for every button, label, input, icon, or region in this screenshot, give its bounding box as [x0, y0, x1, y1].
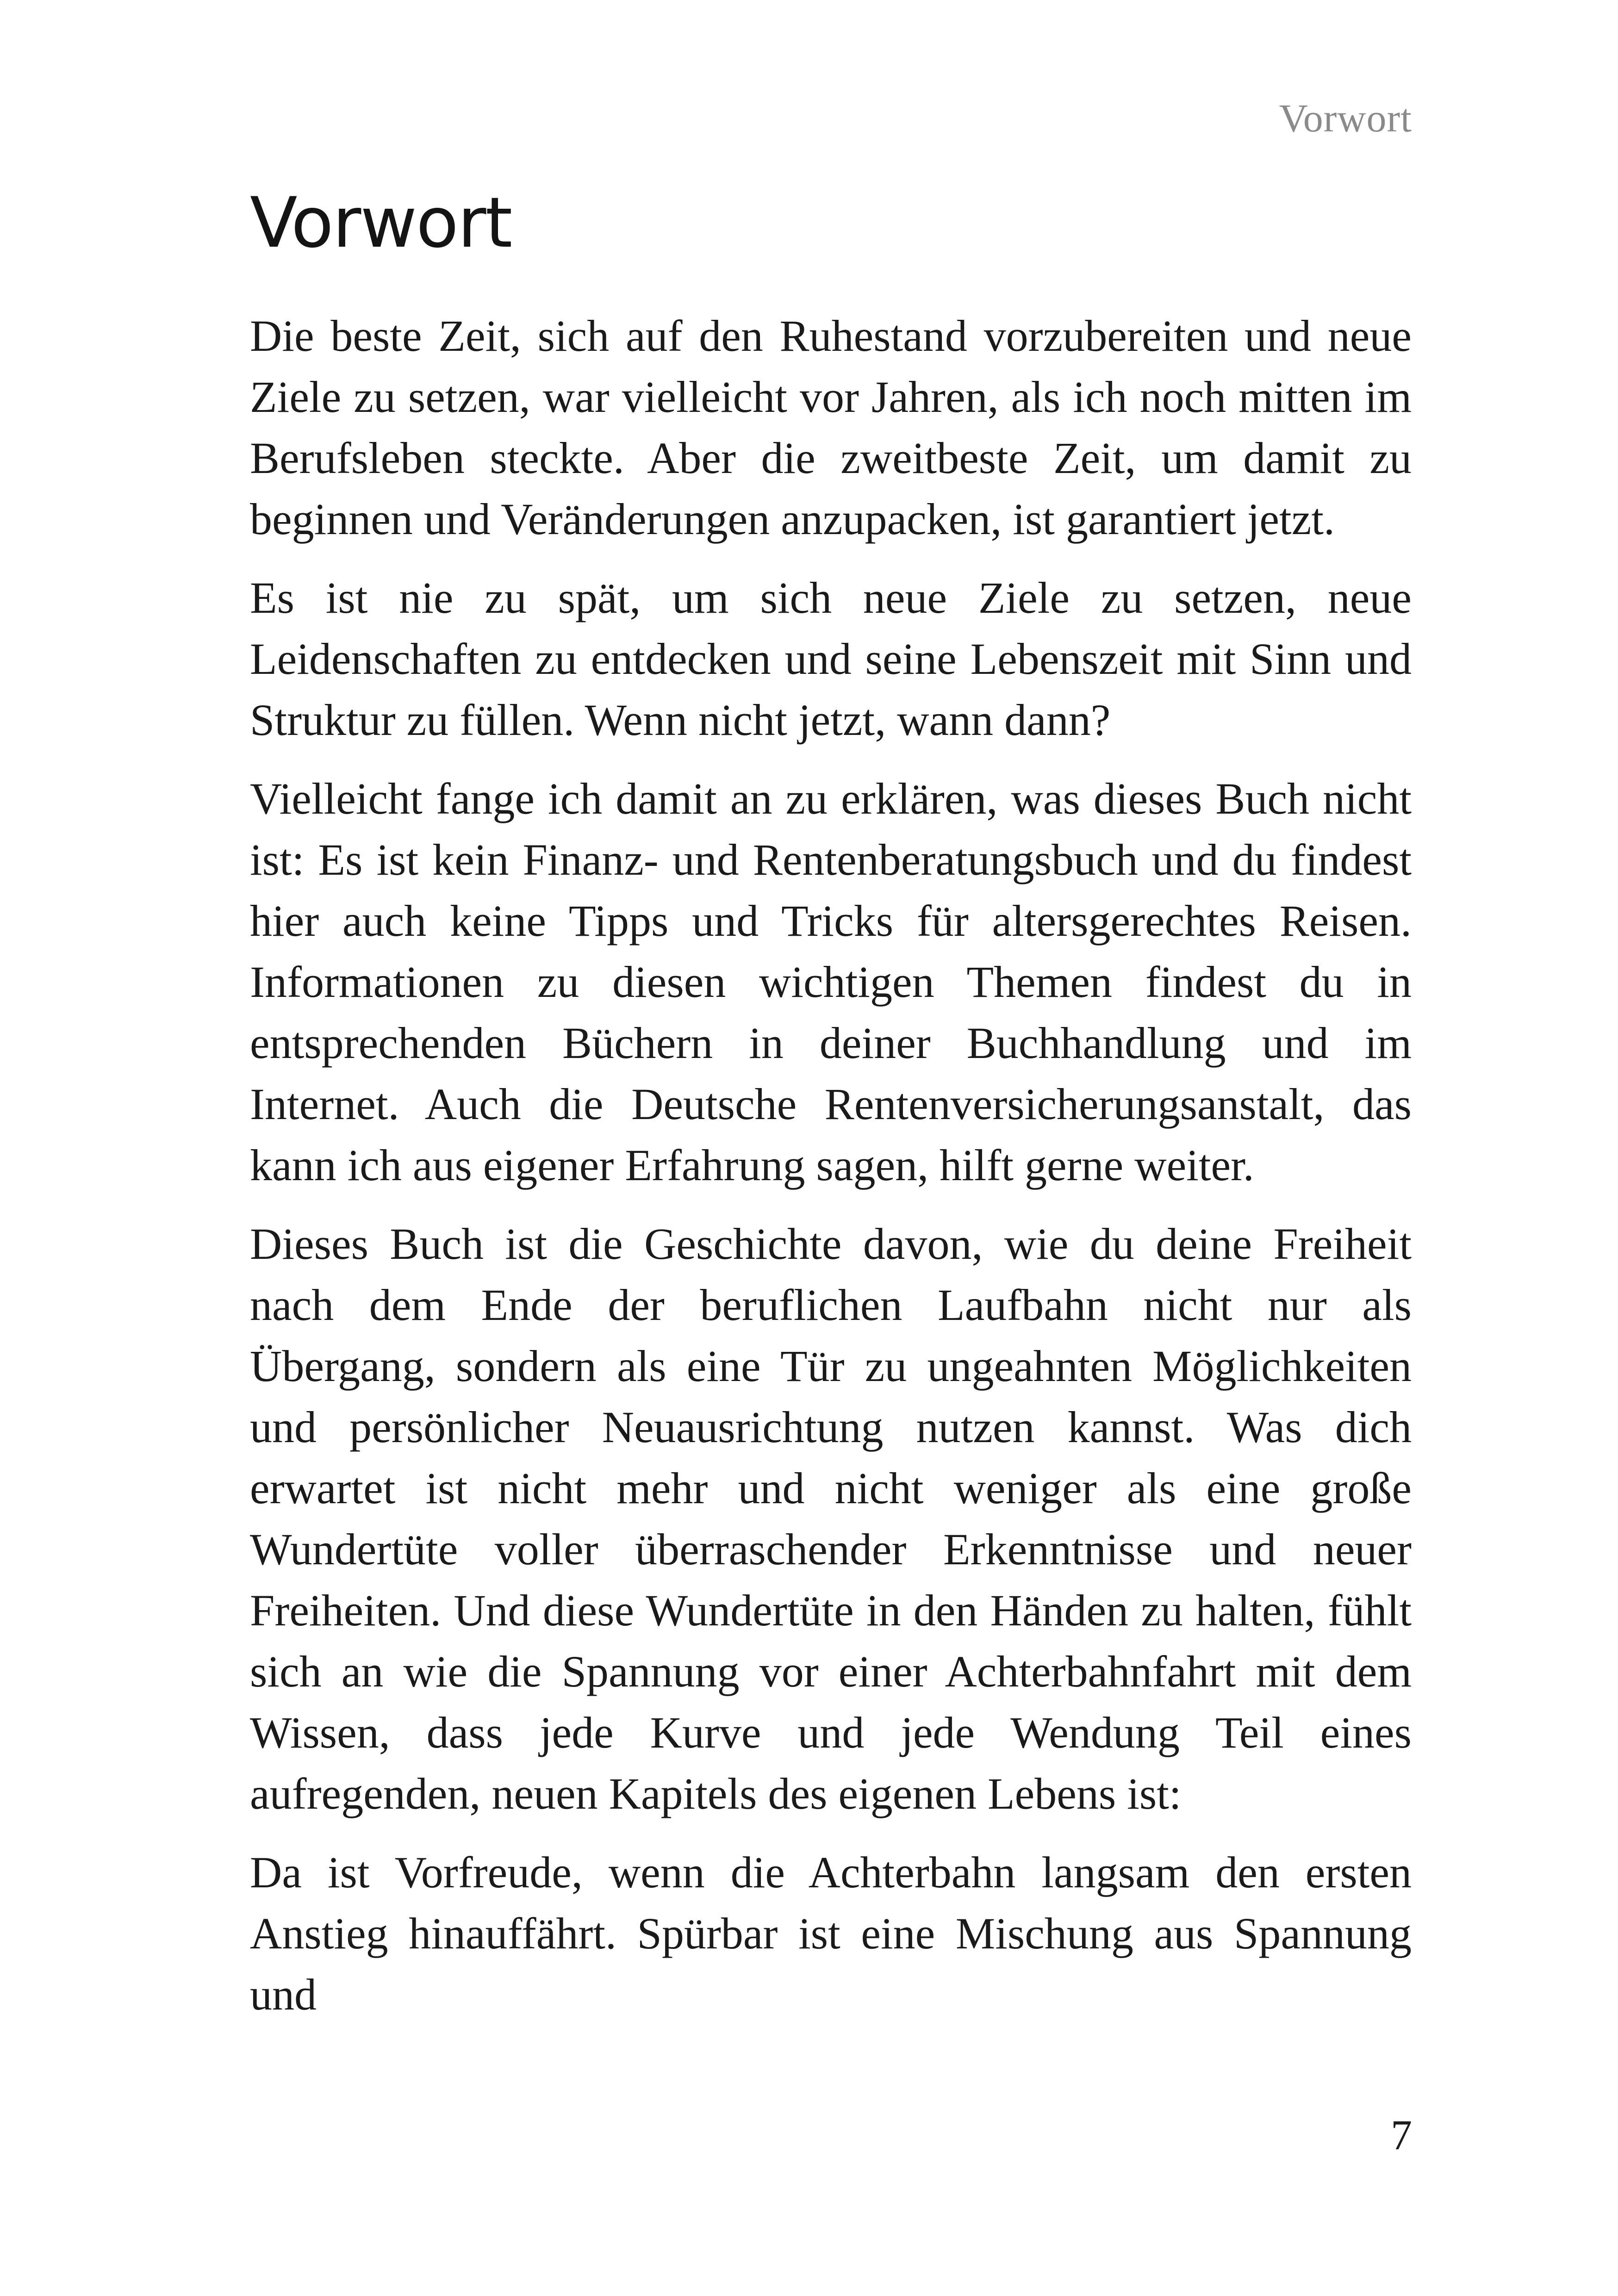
page-number: 7 [1391, 2111, 1412, 2159]
paragraph: Es ist nie zu spät, um sich neue Ziele zu setzen, neue Leidenschaften zu entdecken und seine Lebenszeit mit Sinn und Struktur zu füllen. Wenn nicht jetzt, wann dann? [250, 573, 1412, 745]
paragraph: Da ist Vorfreude, wenn die Achterbahn langsam den ersten Anstieg hinauffährt. Spürbar ist eine Mischung aus Spannung und [250, 1848, 1412, 2019]
running-header: Vorwort [1279, 96, 1412, 140]
paragraph: Die beste Zeit, sich auf den Ruhestand vorzubereiten und neue Ziele zu setzen, war vielleicht vor Jahren, als ich noch mitten im Berufsleben steckte. Aber die zweitbeste Zeit, um damit zu beginnen und Veränderungen anzupacken, ist garantiert jetzt. [250, 311, 1412, 544]
chapter-title: Vorwort [250, 183, 512, 263]
body-text [250, 305, 1412, 2043]
paragraph: Vielleicht fange ich damit an zu erklären, was dieses Buch nicht ist: Es ist kein Finanz- und Rentenberatungsbuch und du findest hier auch keine Tipps und Tricks für altersgerechtes Reisen. Informationen zu diesen wichtigen Themen findest du in entsprechenden Büchern in deiner Buchhandlung und im Internet. Auch die Deutsche Rentenversicherungsanstalt, das kann ich aus eigener Erfahrung sagen, hilft gerne weiter. [250, 774, 1412, 1190]
paragraph: Dieses Buch ist die Geschichte davon, wie du deine Freiheit nach dem Ende der beruflichen Laufbahn nicht nur als Übergang, sondern als eine Tür zu ungeahnten Möglichkeiten und persönlicher Neuausrichtung nutzen kannst. Was dich erwartet ist nicht mehr und nicht weniger als eine große Wundertüte voller überraschender Erkenntnisse und neuer Freiheiten. Und diese Wundertüte in den Händen zu halten, fühlt sich an wie die Spannung vor einer Achterbahnfahrt mit dem Wissen, dass jede Kurve und jede Wendung Teil eines aufregenden, neuen Kapitels des eigenen Lebens ist: [250, 1219, 1412, 1818]
